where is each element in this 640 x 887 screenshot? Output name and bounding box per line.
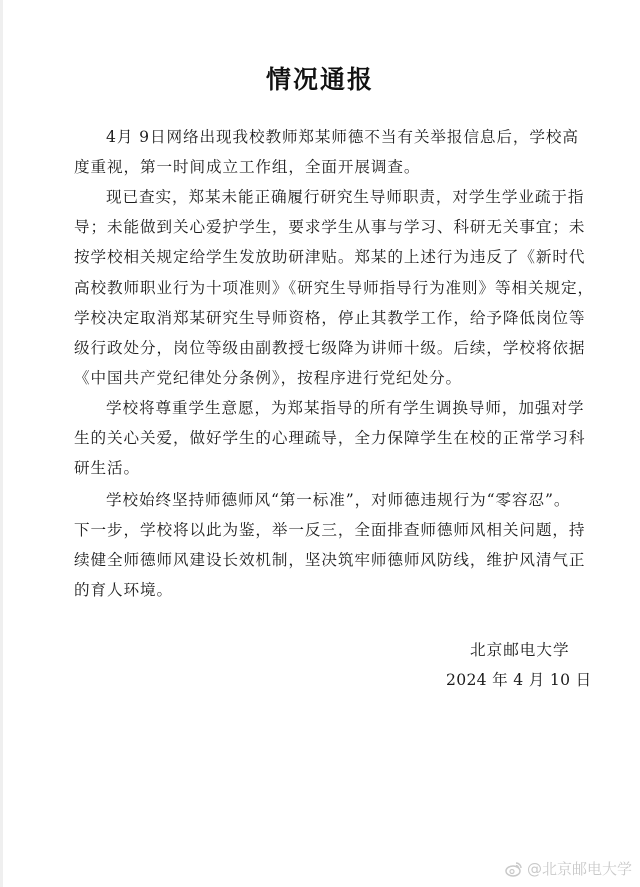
paragraph-3-line-3: 研生活。 xyxy=(74,459,140,477)
signature-organization: 北京邮电大学 xyxy=(470,641,570,659)
paragraph-3-line-2: 生的关心关爱，做好学生的心理疏导，全力保障学生在校的正常学习科 xyxy=(74,429,586,447)
paragraph-1-line-2: 度重视，第一时间成立工作组，全面开展调查。 xyxy=(74,158,421,176)
paragraph-2-line-6: 级行政处分，岗位等级由副教授七级降为讲师十级。后续，学校将依据 xyxy=(74,339,586,357)
paragraph-3-line-1: 学校将尊重学生意愿，为郑某指导的所有学生调换导师，加强对学 xyxy=(106,399,585,417)
watermark-text: @北京邮电大学 xyxy=(526,860,632,878)
page-edge-shadow xyxy=(0,0,3,887)
paragraph-2-line-5: 学校决定取消郑某研究生导师资格，停止其教学工作，给予降低岗位等 xyxy=(74,309,586,327)
paragraph-4-line-1: 学校始终坚持师德师风“第一标准”，对师德违规行为“零容忍”。 xyxy=(106,491,571,509)
paragraph-4-line-3: 续健全师德师风建设长效机制，坚决筑牢师德师风防线，维护风清气正 xyxy=(74,551,586,569)
paragraph-2-line-7: 《中国共产党纪律处分条例》，按程序进行党纪处分。 xyxy=(74,369,463,387)
weibo-watermark xyxy=(505,858,632,879)
weibo-icon xyxy=(505,861,523,877)
paragraph-2-line-1: 现已查实，郑某未能正确履行研究生导师职责，对学生学业疏于指 xyxy=(106,188,585,206)
paragraph-2-line-4: 高校教师职业行为十项准则》《研究生导师指导行为准则》等相关规定， xyxy=(74,279,595,297)
document-title: 情况通报 xyxy=(265,65,374,94)
paragraph-4-line-2: 下一步，学校将以此为鉴，举一反三，全面排查师德师风相关问题，持 xyxy=(74,521,586,539)
paragraph-2-line-3: 按学校相关规定给学生发放助研津贴。郑某的上述行为违反了《新时代 xyxy=(74,248,586,266)
paragraph-2-line-2: 导；未能做到关心爱护学生，要求学生从事与学习、科研无关事宜；未 xyxy=(74,218,586,236)
signature-date: 2024 年 4 月 10 日 xyxy=(446,671,592,689)
paragraph-1-line-1: 4月 9日网络出现我校教师郑某师德不当有关举报信息后，学校高 xyxy=(106,128,579,146)
paragraph-4-line-4: 的育人环境。 xyxy=(74,581,173,599)
